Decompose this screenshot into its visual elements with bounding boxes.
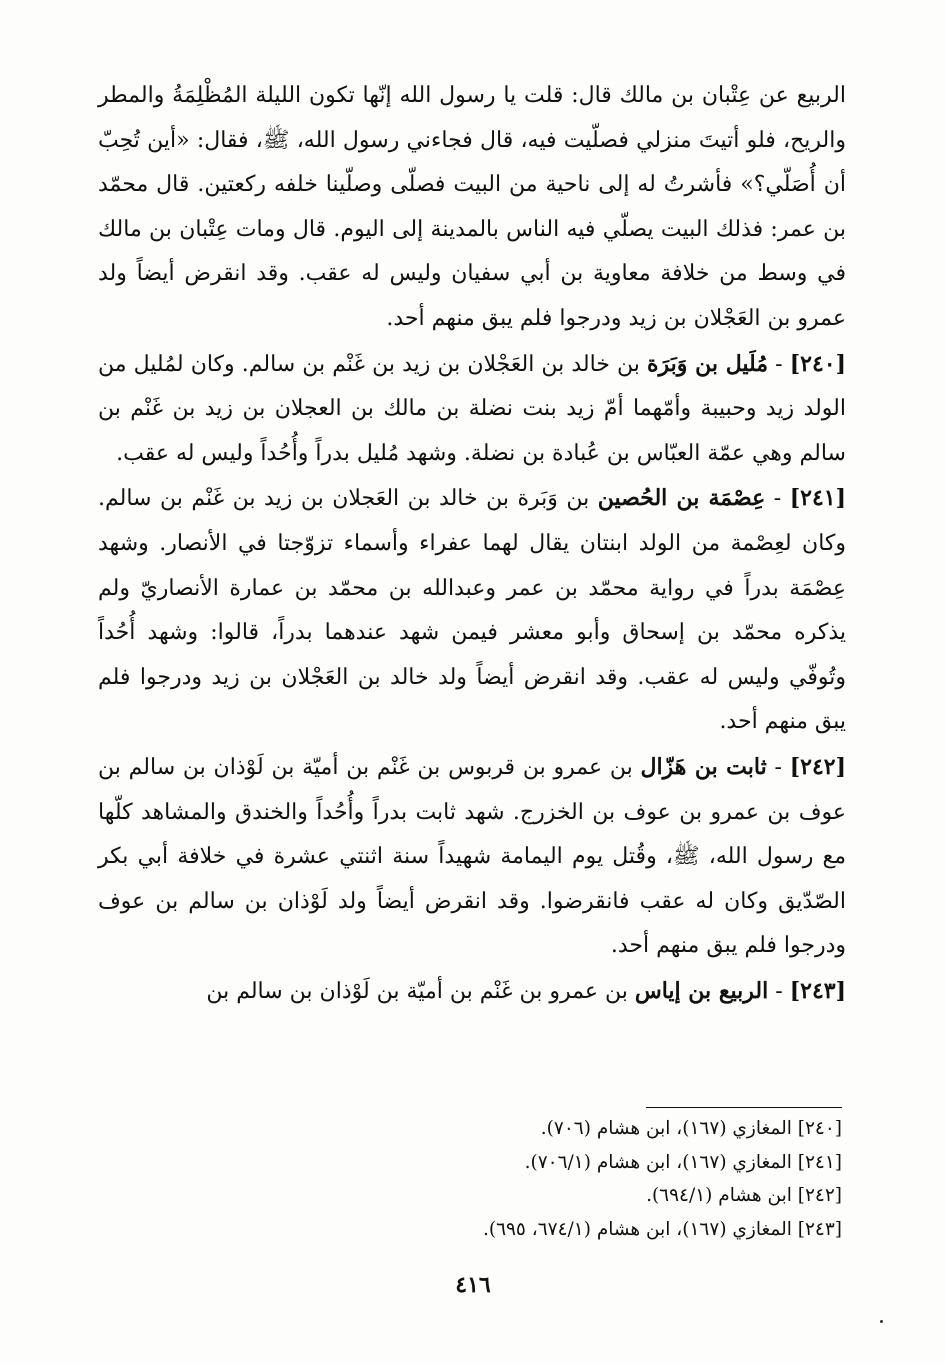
entry-number: [٢٤٣] (789, 977, 846, 1004)
intro-paragraph: الربيع عن عِتْبان بن مالك قال: قلت يا رسول الله إنّها تكون الليلة المُظْلِمَةُ والمطر والريح، فلو أتيتَ منزلي فصلّيت فيه، قال فجاءني رسول الله، ﷺ، فقال: «أين تُحِبّ أن أُصَلّي؟» فأشرتُ له إلى ناحية من البيت فصلّى وصلّينا خلفه ركعتين. قال محمّد بن عمر: فذلك البيت يصلّي فيه الناس بالمدينة إلى اليوم. قال ومات عِتْبان بن مالك في وسط من خلافة معاوية بن أبي سفيان وليس له عقب. وقد انقرض أيضاً ولد عمرو بن العَجْلان بن زيد ودرجوا فلم يبق منهم أحد. (98, 83, 846, 331)
footnote: [٢٤١] المغازي (١٦٧)، ابن هشام (٧٠٦/١). (524, 1151, 842, 1173)
scan-speck (880, 1320, 883, 1323)
entry-dash: - (765, 486, 782, 512)
entry-name: عِصْمَة بن الحُصين (597, 485, 766, 512)
entry-dash: - (766, 754, 782, 780)
entry-243 (98, 969, 846, 1015)
entry-text: بن عمرو بن غَنْم بن أميّة بن لَوْذان بن سالم بن (206, 978, 628, 1004)
footnotes (120, 1112, 842, 1246)
page-number: ٤١٦ (455, 1272, 491, 1298)
entry-240 (98, 342, 846, 477)
entry-name: الربيع بن إياس (634, 977, 769, 1004)
entry-242 (98, 745, 846, 969)
entry-text: بن وَبَرة بن خالد بن العَجلان بن زيد بن غَنْم بن سالم. وكان لعِصْمة من الولد ابنتان يقال لهما عفراء وأسماء تزوّجتا في الأنصار. وشهد عِصْمَة بدراً في رواية محمّد بن عمر وعبدالله بن محمّد بن عمارة الأنصاريّ ولم يذكره محمّد بن إسحاق وأبو معشر فيمن شهد عندهما بدراً، قالوا: وشهد أُحُداً وتُوفّي وليس له عقب. وقد انقرض أيضاً ولد خالد بن العَجْلان بن زيد ودرجوا فلم يبق منهم أحد. (98, 486, 846, 735)
footnote: [٢٤٣] المغازي (١٦٧)، ابن هشام (٦٧٤/١، ٦٩٥). (482, 1218, 842, 1240)
footnote: [٢٤٢] ابن هشام (٦٩٤/١). (646, 1185, 842, 1206)
entry-name: ثابت بن هَزّال (640, 753, 767, 780)
entry-dash: - (768, 978, 783, 1004)
entry-241 (98, 476, 846, 745)
entry-number: [٢٤٠] (789, 350, 846, 377)
footnote: [٢٤٠] المغازي (١٦٧)، ابن هشام (٧٠٦). (540, 1118, 842, 1139)
entry-text: بن خالد بن العَجْلان بن زيد بن غَنْم بن سالم. وكان لمُليل من الولد زيد وحبيبة وأمّهما أمّ زيد بنت نضلة بن مالك بن العجلان بن زيد بن غَنْم بن سالم وهي عمّة العبّاس بن عُبادة بن نضلة. وشهد مُليل بدراً وأُحُداً وليس له عقب. (98, 351, 846, 466)
entry-dash: - (768, 351, 783, 377)
entry-number: [٢٤١] (789, 485, 846, 512)
footnote-separator (646, 1107, 842, 1108)
main-text (98, 74, 846, 1014)
entry-name: مُلَيل بن وَبَرَة (646, 350, 769, 377)
entry-text: بن عمرو بن قربوس بن غَنْم بن أميّة بن لَوْذان بن سالم بن عوف بن عمرو بن عوف بن الخزرج. شهد ثابت بدراً وأُحُداً والخندق والمشاهد كلّها مع رسول الله، ﷺ، وقُتل يوم اليمامة شهيداً سنة اثنتي عشرة في خلافة أبي بكر الصّدّيق وكان له عقب فانقرضوا. وقد انقرض أيضاً ولد لَوْذان بن سالم بن عوف ودرجوا فلم يبق منهم أحد. (98, 754, 846, 959)
entry-number: [٢٤٢] (789, 753, 846, 780)
